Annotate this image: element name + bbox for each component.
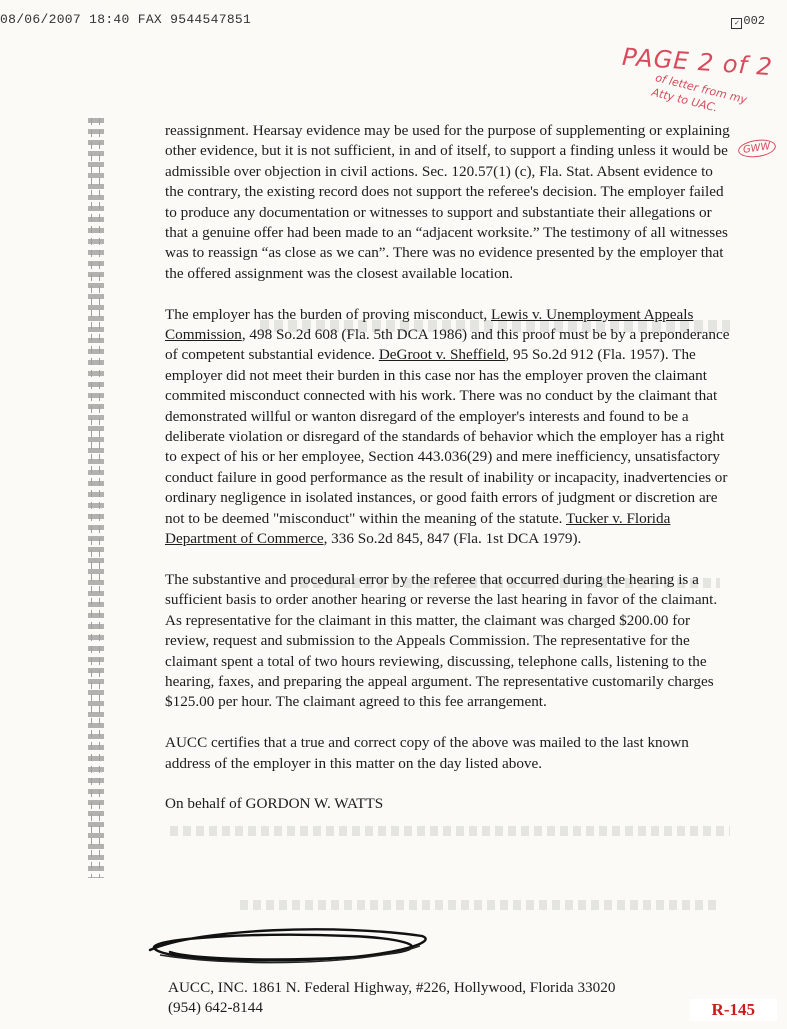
binding-margin-marks bbox=[88, 118, 104, 878]
footer-address-line: AUCC, INC. 1861 N. Federal Highway, #226, Hollywood, Florida 33020 bbox=[168, 979, 616, 996]
record-label: R-145 bbox=[690, 999, 777, 1021]
paragraph-text: , 336 So.2d 845, 847 (Fla. 1st DCA 1979). bbox=[323, 530, 582, 548]
fax-page-number-value: 002 bbox=[743, 14, 765, 28]
paragraph-text: The substantive and procedural error by the referee that occurred during the hearing is a sufficient basis to order another hearing or reverse the last hearing in favor of the claimant. As representative for the claimant in this matter, the claimant was charged $200.00 for review, request and submission to the Appeals Commission. The representative for the claimant spent a total of two hours reviewing, discussing, telephone calls, listening to the hearing, faxes, and preparing the appeal argument. The representative customarily charges $125.00 per hour. The claimant agreed to this fee arrangement. bbox=[165, 570, 718, 711]
footer-phone: (954) 642-8144 bbox=[168, 999, 263, 1017]
paragraph-4 bbox=[165, 733, 731, 774]
case-citation: Tucker v. Florida Department of Commerce bbox=[165, 509, 671, 548]
paragraph-text: On behalf of GORDON W. WATTS bbox=[165, 795, 384, 813]
annotation-initials: GWW bbox=[737, 137, 777, 159]
case-citation: DeGroot v. Sheffield bbox=[378, 346, 506, 364]
fax-page-number bbox=[731, 14, 765, 29]
paragraph-2 bbox=[165, 305, 731, 550]
fax-page-box-icon: ✓ bbox=[731, 18, 742, 29]
letter-body bbox=[165, 121, 731, 835]
annotation-page-marker: PAGE 2 of 2 bbox=[621, 42, 774, 82]
paragraph-text: The employer has the burden of proving misconduct, bbox=[165, 305, 492, 323]
paragraph-text: , 498 So.2d 608 (Fla. 5th DCA 1986) and this proof must be by a preponderance of competent substantial evidence. bbox=[165, 326, 730, 364]
case-citation: Lewis v. Unemployment Appeals Commission bbox=[165, 305, 694, 344]
paragraph-text: , 95 So.2d 912 (Fla. 1957). The employer did not meet their burden in this case nor has the employer proven the claimant commited misconduct connected with his work. There was no conduct by the claimant that demonstrated willful or wanton disregard of the employer's interests and found to be a deliberate violation or disregard of the standards of behavior which the employer has a right to expect of his or her employee, Section 443.036(29) and mere inefficiency, unsatisfactory conduct failure in good performance as the result of inability or incapacity, inadvertencies or ordinary negligence in isolated instances, or good faith errors of judgment or discretion are not to be deemed "misconduct" within the meaning of the statute. bbox=[165, 346, 728, 527]
footer-address bbox=[168, 978, 615, 1019]
bleed-through-line bbox=[240, 900, 720, 910]
paragraph-text: AUCC certifies that a true and correct copy of the above was mailed to the last known address of the employer in this matter on the day listed above. bbox=[165, 734, 689, 772]
paragraph-text: reassignment. Hearsay evidence may be used for the purpose of supplementing or explaining other evidence, but it is not sufficient, in and of itself, to support a finding unless it would be admissible over objection in civil actions. Sec. 120.57(1) (c), Fla. Stat. Absent evidence to the contrary, the existing record does not support the referee's decision. The employer failed to produce any documentation or witnesses to support and substantiate their allegations or that a genuine offer had been made to an “adjacent worksite.” The testimony of all witnesses was to reassign “as close as we can”. There was no evidence presented by the employer that the offered assignment was the closest available location. bbox=[165, 122, 730, 282]
signature-scribble bbox=[140, 922, 440, 970]
paragraph-1 bbox=[165, 121, 731, 284]
paragraph-5 bbox=[165, 794, 731, 814]
fax-header: 08/06/2007 18:40 FAX 9544547851 bbox=[0, 12, 252, 27]
paragraph-3 bbox=[165, 570, 731, 713]
annotation-note: of letter from my Atty to UAC. bbox=[650, 71, 749, 115]
